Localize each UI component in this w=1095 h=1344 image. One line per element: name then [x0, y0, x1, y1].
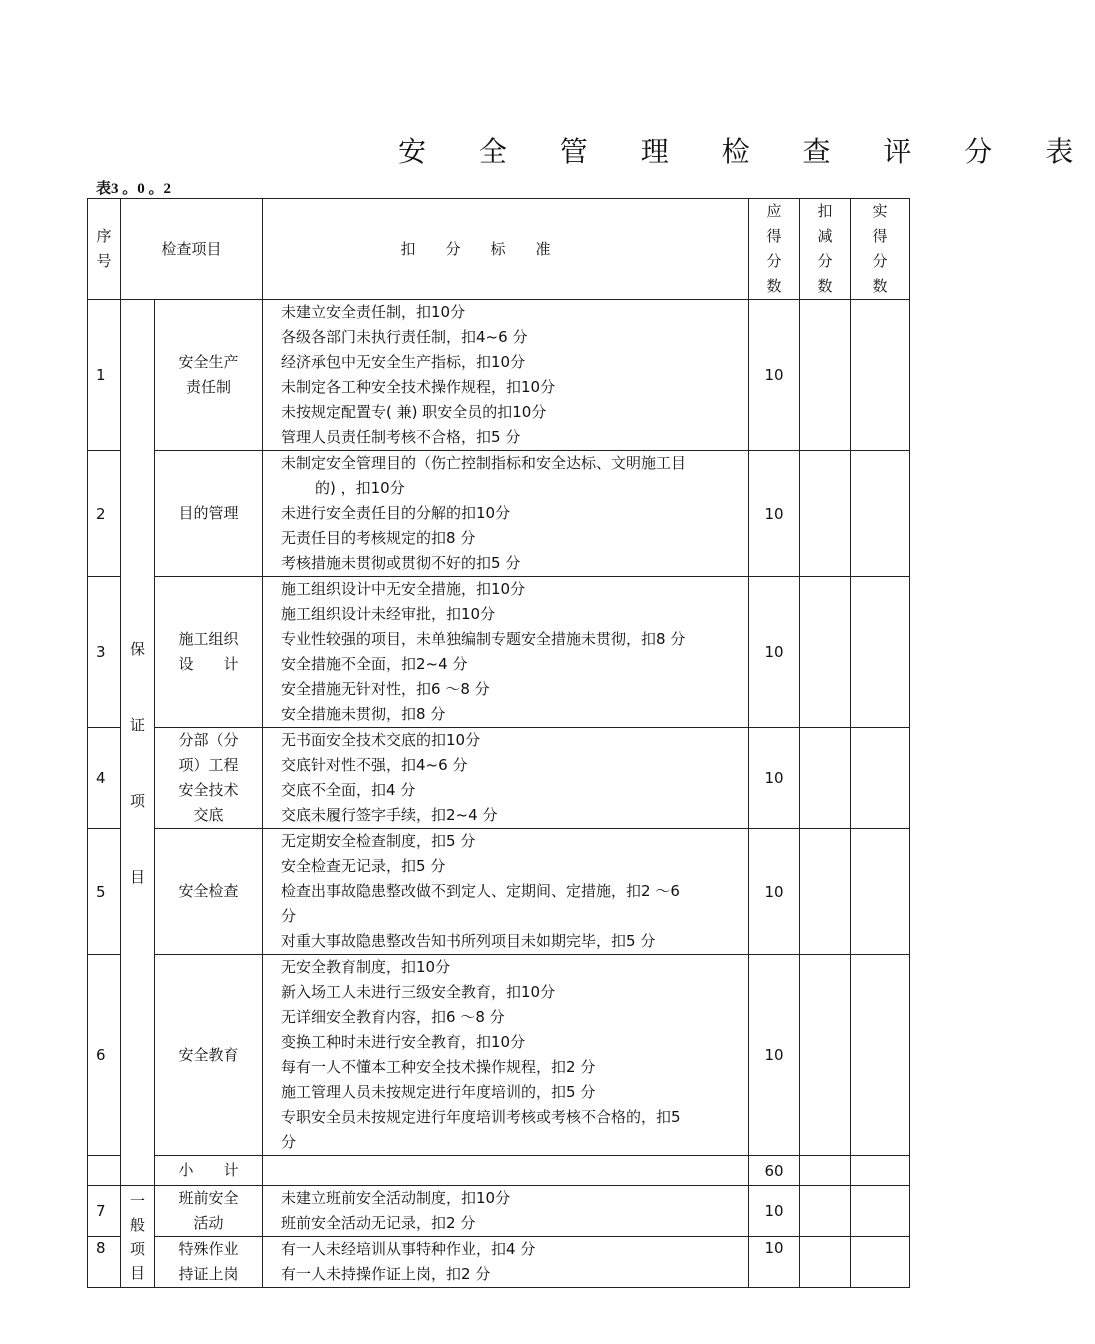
row-number: 6: [88, 955, 121, 1156]
row-criteria: 未建立班前安全活动制度，扣10分 班前安全活动无记录，扣2 分: [263, 1186, 749, 1237]
row-actual-score[interactable]: [851, 1186, 910, 1237]
row-should-score: 10: [749, 728, 800, 829]
row-item: 安全教育: [155, 955, 263, 1156]
row-deduct-score[interactable]: [800, 300, 851, 451]
row-actual-score[interactable]: [851, 451, 910, 577]
row-criteria: 未制定安全管理目的（伤亡控制指标和安全达标、文明施工目 的) ，扣10分 未进行安全责任目的分解的扣10分 无责任目的考核规定的扣8 分 考核措施未贯彻或贯彻不好的扣5 分: [263, 451, 749, 577]
group-guarantee-label: 保 证 项 目: [121, 300, 155, 1186]
row-number: 2: [88, 451, 121, 577]
table-row: [88, 300, 910, 451]
row-number: 8: [88, 1237, 121, 1288]
row-should-score: 10: [749, 829, 800, 955]
subtotal-score: 60: [749, 1156, 800, 1186]
row-criteria: 未建立安全责任制，扣10分 各级各部门未执行责任制，扣4~6 分 经济承包中无安全生产指标，扣10分 未制定各工种安全技术操作规程，扣10分 未按规定配置专( 兼) 职安全员的扣10分 管理人员责任制考核不合格，扣5 分: [263, 300, 749, 451]
row-deduct-score[interactable]: [800, 728, 851, 829]
row-item: 施工组织 设 计: [155, 577, 263, 728]
row-item: 目的管理: [155, 451, 263, 577]
header-should-score: 应 得 分 数: [749, 199, 800, 300]
row-deduct-score[interactable]: [800, 577, 851, 728]
row-number: 7: [88, 1186, 121, 1237]
table-row: [88, 1186, 910, 1237]
row-should-score: 10: [749, 955, 800, 1156]
table-row: [88, 728, 910, 829]
subtotal-row: [88, 1156, 910, 1186]
row-actual-score[interactable]: [851, 1237, 910, 1288]
row-number: 1: [88, 300, 121, 451]
table-row: [88, 451, 910, 577]
table-number: 表3 。0 。2: [96, 181, 172, 197]
header-row: [88, 199, 910, 300]
row-should-score: 10: [749, 1237, 800, 1288]
row-deduct-score[interactable]: [800, 451, 851, 577]
row-item: 特殊作业 持证上岗: [155, 1237, 263, 1288]
table-row: [88, 1237, 910, 1288]
row-actual-score[interactable]: [851, 728, 910, 829]
row-deduct-score[interactable]: [800, 1156, 851, 1186]
row-criteria: 施工组织设计中无安全措施，扣10分 施工组织设计未经审批，扣10分 专业性较强的项目，未单独编制专题安全措施未贯彻，扣8 分 安全措施不全面，扣2~4 分 安全措施无针对性，扣6 ～8 分 安全措施未贯彻，扣8 分: [263, 577, 749, 728]
row-criteria: 无书面安全技术交底的扣10分 交底针对性不强，扣4~6 分 交底不全面，扣4 分 交底未履行签字手续，扣2~4 分: [263, 728, 749, 829]
row-should-score: 10: [749, 300, 800, 451]
row-should-score: 10: [749, 451, 800, 577]
header-no: 序 号: [88, 199, 121, 300]
row-criteria: 无定期安全检查制度，扣5 分 安全检查无记录，扣5 分 检查出事故隐患整改做不到定人、定期间、定措施，扣2 ～6 分 对重大事故隐患整改告知书所列项目未如期完毕，扣5 分: [263, 829, 749, 955]
table-row: [88, 955, 910, 1156]
row-actual-score[interactable]: [851, 300, 910, 451]
page-title: 安 全 管 理 检 查 评 分 表: [398, 135, 1095, 168]
row-criteria: 无安全教育制度，扣10分 新入场工人未进行三级安全教育，扣10分 无详细安全教育内容，扣6 ～8 分 变换工种时未进行安全教育，扣10分 每有一人不懂本工种安全技术操作规程，扣2 分 施工管理人员未按规定进行年度培训的，扣5 分 专职安全员未按规定进行年度培训考核或考核不合格的，扣5 分: [263, 955, 749, 1156]
row-should-score: 10: [749, 577, 800, 728]
row-actual-score[interactable]: [851, 577, 910, 728]
group-general-label: 一 般 项 目: [121, 1186, 155, 1288]
row-actual-score[interactable]: [851, 1156, 910, 1186]
row-number: 5: [88, 829, 121, 955]
row-number: [88, 1156, 121, 1186]
row-criteria: 有一人未经培训从事特种作业，扣4 分 有一人未持操作证上岗，扣2 分: [263, 1237, 749, 1288]
row-item: 班前安全 活动: [155, 1186, 263, 1237]
row-item: 安全生产 责任制: [155, 300, 263, 451]
score-table: [87, 198, 910, 1288]
header-item: 检查项目: [121, 199, 263, 300]
row-item: 安全检查: [155, 829, 263, 955]
row-actual-score[interactable]: [851, 829, 910, 955]
row-deduct-score[interactable]: [800, 955, 851, 1156]
row-number: 4: [88, 728, 121, 829]
row-deduct-score[interactable]: [800, 1186, 851, 1237]
table-row: [88, 829, 910, 955]
row-deduct-score[interactable]: [800, 1237, 851, 1288]
header-criteria: 扣 分 标 准: [263, 199, 749, 300]
row-actual-score[interactable]: [851, 955, 910, 1156]
header-deduct-score: 扣 减 分 数: [800, 199, 851, 300]
row-item: 分部（分 项）工程 安全技术 交底: [155, 728, 263, 829]
subtotal-label: 小 计: [155, 1156, 263, 1186]
table-row: [88, 577, 910, 728]
row-number: 3: [88, 577, 121, 728]
row-deduct-score[interactable]: [800, 829, 851, 955]
header-actual-score: 实 得 分 数: [851, 199, 910, 300]
row-should-score: 10: [749, 1186, 800, 1237]
row-criteria: [263, 1156, 749, 1186]
